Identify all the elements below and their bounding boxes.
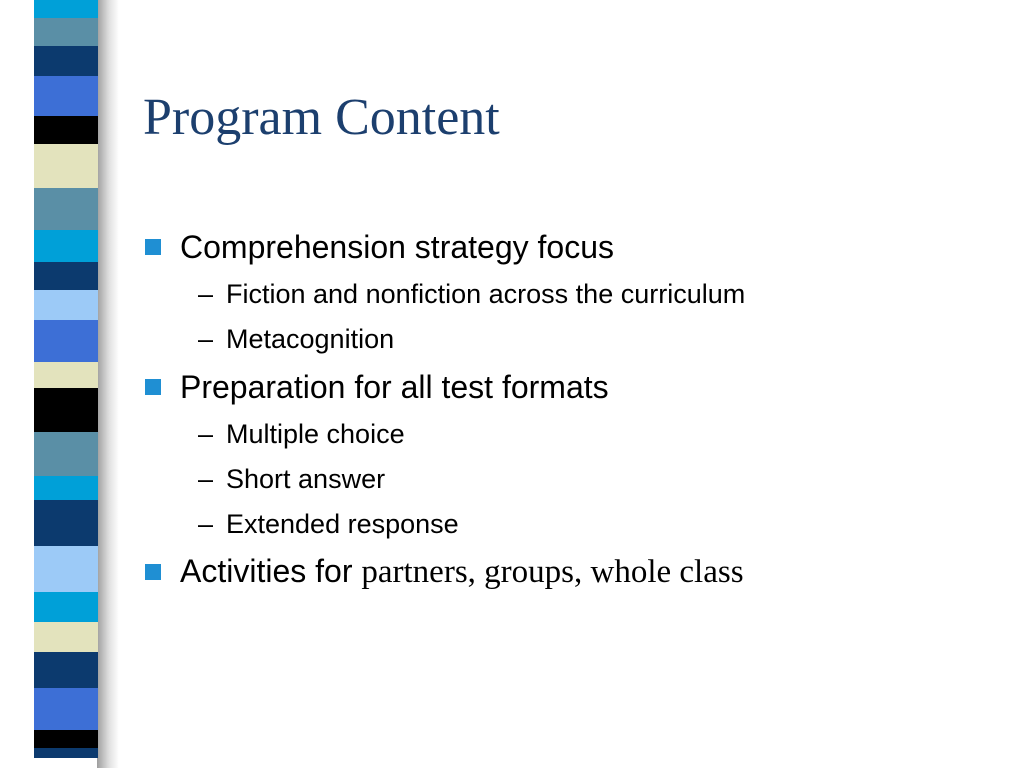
stripe-block — [34, 730, 98, 748]
stripe-block — [34, 622, 98, 652]
stripe-block — [34, 0, 98, 18]
stripe-block — [34, 432, 98, 476]
bullet-text-lead: Activities for — [180, 553, 362, 589]
bullet-item — [143, 222, 1003, 272]
stripe-block — [34, 592, 98, 622]
stripe-block — [34, 546, 98, 592]
stripe-block — [34, 46, 98, 76]
sub-bullet-item — [143, 317, 1003, 362]
square-bullet-icon — [145, 379, 161, 395]
sub-bullet-text: Extended response — [226, 509, 459, 539]
sub-bullet-text: Short answer — [226, 464, 386, 494]
stripe-block — [34, 76, 98, 116]
dash-marker: – — [198, 509, 214, 539]
stripe-block — [34, 748, 98, 758]
bullet-item — [143, 547, 1003, 597]
slide-body — [143, 222, 1003, 597]
bullet-text-serif: partners, groups, whole class — [361, 554, 744, 590]
sub-bullet-item — [143, 502, 1003, 547]
stripe-shadow — [97, 0, 119, 768]
bullet-text: Comprehension strategy focus — [180, 228, 614, 265]
sub-bullet-text: Fiction and nonfiction across the curriculum — [226, 279, 746, 309]
slide-title: Program Content — [143, 89, 500, 146]
stripe-block — [34, 262, 98, 290]
stripe-block — [34, 18, 98, 46]
stripe-block — [34, 116, 98, 144]
stripe-block — [34, 290, 98, 320]
stripe-block — [34, 652, 98, 688]
sub-bullet-text: Multiple choice — [226, 419, 405, 449]
bullet-text: Preparation for all test formats — [180, 368, 609, 405]
square-bullet-icon — [145, 239, 161, 255]
stripe-block — [34, 188, 98, 230]
bullet-item — [143, 362, 1003, 412]
stripe-block — [34, 476, 98, 500]
stripe-block — [34, 388, 98, 432]
stripe-block — [34, 688, 98, 730]
sub-bullet-item — [143, 272, 1003, 317]
decorative-stripe — [34, 0, 98, 768]
stripe-block — [34, 362, 98, 388]
dash-marker: – — [198, 464, 214, 494]
stripe-block — [34, 320, 98, 362]
square-bullet-icon — [145, 564, 161, 580]
sub-bullet-text: Metacognition — [226, 324, 395, 354]
stripe-block — [34, 230, 98, 262]
dash-marker: – — [198, 279, 214, 309]
stripe-block — [34, 144, 98, 188]
dash-marker: – — [198, 324, 214, 354]
dash-marker: – — [198, 419, 214, 449]
bullet-text — [180, 553, 744, 591]
sub-bullet-item — [143, 412, 1003, 457]
sub-bullet-item — [143, 457, 1003, 502]
stripe-block — [34, 500, 98, 546]
